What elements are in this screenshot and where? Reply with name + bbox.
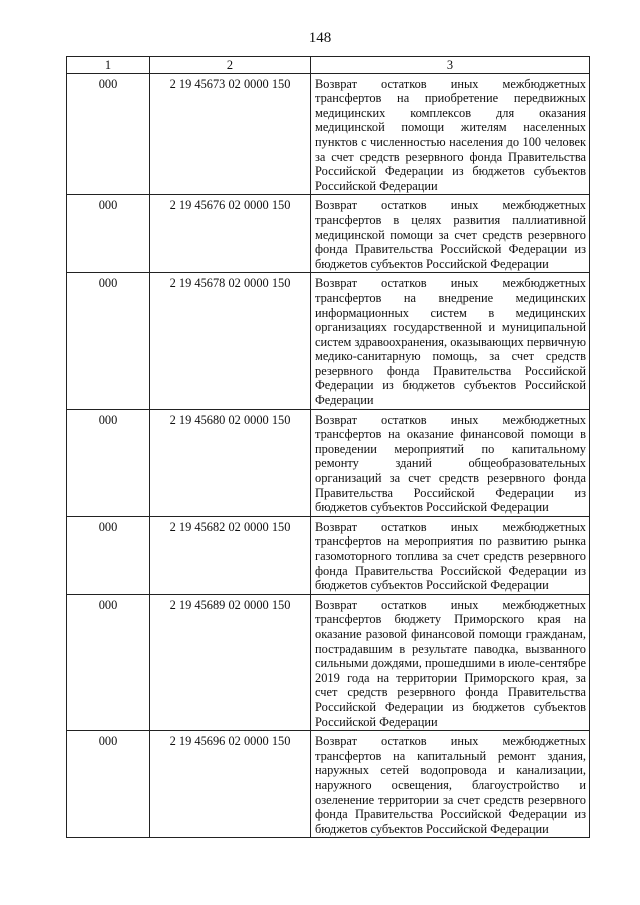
kbk-code-cell: 2 19 45678 02 0000 150 (150, 273, 311, 409)
table-row (67, 73, 590, 195)
description-cell: Возврат остатков иных межбюджетных трансфертов на оказание финансовой помощи в проведении мероприятий по капитальному ремонту зданий общеобразовательных организаций за счет средств резервного фонда Правительства Российской Федерации из бюджетов субъектов Российской Федерации (311, 409, 590, 516)
kbk-code-cell: 2 19 45682 02 0000 150 (150, 516, 311, 594)
description-cell: Возврат остатков иных межбюджетных трансфертов на капитальный ремонт здания, наружных сетей водопровода и канализации, наружного освещения, благоустройство и озеленение территории за счет средств резервного фонда Правительства Российской Федерации из бюджетов субъектов Российской Федерации (311, 731, 590, 838)
admin-code-cell: 000 (67, 594, 150, 730)
description-cell: Возврат остатков иных межбюджетных трансфертов на внедрение медицинских информационных систем в медицинских организациях государственной и муниципальной систем здравоохранения, оказывающих первичную медико-санитарную помощь, за счет средств резервного фонда Правительства Российской Федерации из бюджетов субъектов Российской Федерации (311, 273, 590, 409)
table-row (67, 516, 590, 594)
table-row (67, 731, 590, 838)
admin-code-cell: 000 (67, 731, 150, 838)
table-row (67, 195, 590, 273)
description-cell: Возврат остатков иных межбюджетных трансфертов на приобретение передвижных медицинских комплексов для оказания медицинской помощи жителям населенных пунктов с численностью населения до 100 человек за счет средств резервного фонда Правительства Российской Федерации из бюджетов субъектов Российской Федерации (311, 73, 590, 195)
column-header-1: 1 (67, 57, 150, 74)
table-row (67, 409, 590, 516)
kbk-code-cell: 2 19 45689 02 0000 150 (150, 594, 311, 730)
table-row (67, 273, 590, 409)
kbk-code-cell: 2 19 45696 02 0000 150 (150, 731, 311, 838)
admin-code-cell: 000 (67, 195, 150, 273)
table-row (67, 594, 590, 730)
kbk-code-cell: 2 19 45676 02 0000 150 (150, 195, 311, 273)
column-header-2: 2 (150, 57, 311, 74)
page-number: 148 (308, 30, 332, 46)
description-cell: Возврат остатков иных межбюджетных трансфертов бюджету Приморского края на оказание разовой финансовой помощи гражданам, пострадавшим в результате паводка, вызванного сильными дождями, прошедшими в июле-сентябре 2019 года на территории Приморского края, за счет средств резервного фонда Правительства Российской Федерации из бюджетов субъектов Российской Федерации (311, 594, 590, 730)
table-header-row (67, 57, 590, 74)
description-cell: Возврат остатков иных межбюджетных трансфертов в целях развития паллиативной медицинской помощи за счет средств резервного фонда Правительства Российской Федерации из бюджетов субъектов Российской Федерации (311, 195, 590, 273)
admin-code-cell: 000 (67, 409, 150, 516)
description-cell: Возврат остатков иных межбюджетных трансфертов на мероприятия по развитию рынка газомоторного топлива за счет средств резервного фонда Правительства Российской Федерации из бюджетов субъектов Российской Федерации (311, 516, 590, 594)
column-header-3: 3 (311, 57, 590, 74)
kbk-code-cell: 2 19 45680 02 0000 150 (150, 409, 311, 516)
budget-code-table (66, 56, 590, 838)
admin-code-cell: 000 (67, 273, 150, 409)
admin-code-cell: 000 (67, 73, 150, 195)
admin-code-cell: 000 (67, 516, 150, 594)
kbk-code-cell: 2 19 45673 02 0000 150 (150, 73, 311, 195)
